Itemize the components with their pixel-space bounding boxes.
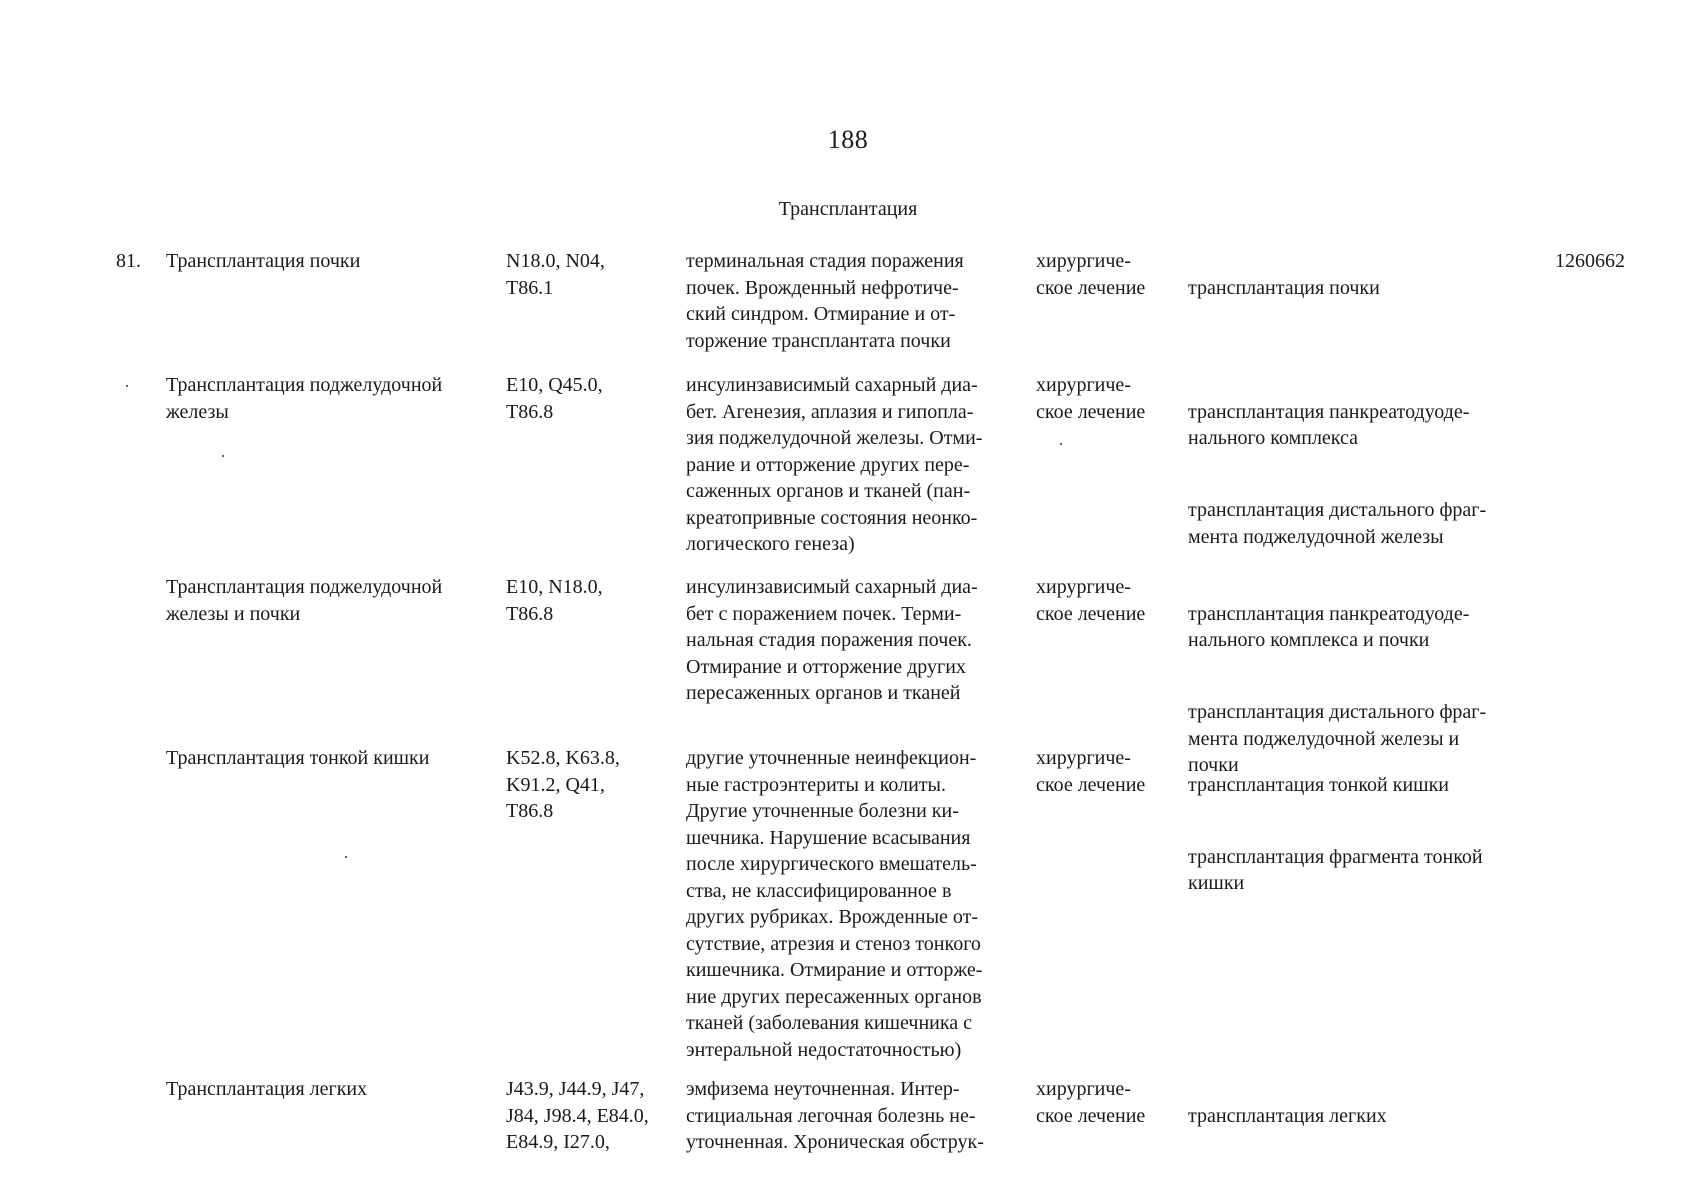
icd-codes: E10, Q45.0, T86.8 — [506, 374, 603, 423]
treatment-method: трансплантация легких — [1188, 1104, 1387, 1127]
scan-speck — [222, 455, 224, 457]
treatment-method: трансплантация дистального фраг- мента поджелудочной железы и почки — [1188, 701, 1487, 776]
scan-speck — [1060, 443, 1062, 445]
procedure-name: Трансплантация легких — [166, 1078, 368, 1100]
patient-model: эмфизема неуточненная. Интер- стициальная легочная болезнь не- уточненная. Хроническая обструк- — [686, 1078, 984, 1153]
treatment-methods — [1188, 372, 1538, 596]
icd-codes: K52.8, K63.8, K91.2, Q41, T86.8 — [506, 747, 620, 822]
icd-codes: J43.9, J44.9, J47, J84, J98.4, E84.0, E84.9, I27.0, — [506, 1078, 649, 1153]
treatment-type: хирургиче- ское лечение — [1036, 1078, 1146, 1127]
row-number: 81. — [116, 250, 141, 272]
scan-speck — [345, 856, 347, 858]
icd-codes: N18.0, N04, T86.1 — [506, 250, 605, 299]
treatment-method: трансплантация тонкой кишки — [1188, 773, 1449, 796]
procedure-name: Трансплантация почки — [166, 250, 361, 272]
treatment-type: хирургиче- ское лечение — [1036, 576, 1146, 625]
procedure-name: Трансплантация тонкой кишки — [166, 747, 430, 769]
treatment-method: трансплантация почки — [1188, 276, 1380, 299]
treatment-methods — [1188, 248, 1538, 347]
icd-codes: E10, N18.0, T86.8 — [506, 576, 603, 625]
procedure-name: Трансплантация поджелудочной железы — [166, 374, 443, 423]
treatment-methods — [1188, 1076, 1538, 1175]
patient-model: инсулинзависимый сахарный диа- бет. Агенезия, аплазия и гипопла- зия поджелудочной железы. Отми- рание и отторжение других пере- саженных органов и тканей (пан- креатопривные состояния неонко- логического генеза) — [686, 374, 983, 555]
patient-model: терминальная стадия поражения почек. Врожденный нефротиче- ский синдром. Отмирание и от- торжение трансплантата почки — [686, 250, 964, 352]
treatment-method: трансплантация дистального фраг- мента поджелудочной железы — [1188, 499, 1487, 548]
patient-model: инсулинзависимый сахарный диа- бет с поражением почек. Терми- нальная стадия поражения почек. Отмирание и отторжение других пересаженных органов и тканей — [686, 576, 978, 704]
treatment-methods — [1188, 745, 1538, 942]
treatment-method: трансплантация панкреатодуоде- нального комплекса и почки — [1188, 602, 1470, 651]
section-title: Трансплантация — [778, 198, 918, 220]
treatment-type: хирургиче- ское лечение — [1036, 747, 1146, 796]
page-number: 188 — [827, 125, 869, 154]
procedure-name: Трансплантация поджелудочной железы и почки — [166, 576, 443, 625]
cost-value: 1260662 — [1555, 250, 1625, 272]
treatment-type: хирургиче- ское лечение — [1036, 374, 1146, 423]
patient-model: другие уточненные неинфекцион- ные гастроэнтериты и колиты. Другие уточненные болезни ки- шечника. Нарушение всасывания после хирургического вмешатель- ства, не классифицированное в других рубриках. Врожденные от- сутствие, атрезия и стеноз тонкого кишечника. Отмирание и отторже- ние других пересаженных органов тканей (заболевания кишечника с энтеральной недостаточностью) — [686, 747, 983, 1061]
treatment-type: хирургиче- ское лечение — [1036, 250, 1146, 299]
treatment-method: трансплантация панкреатодуоде- нального комплекса — [1188, 400, 1470, 449]
treatment-method: трансплантация фрагмента тонкой кишки — [1188, 845, 1483, 894]
scan-speck — [126, 385, 128, 387]
